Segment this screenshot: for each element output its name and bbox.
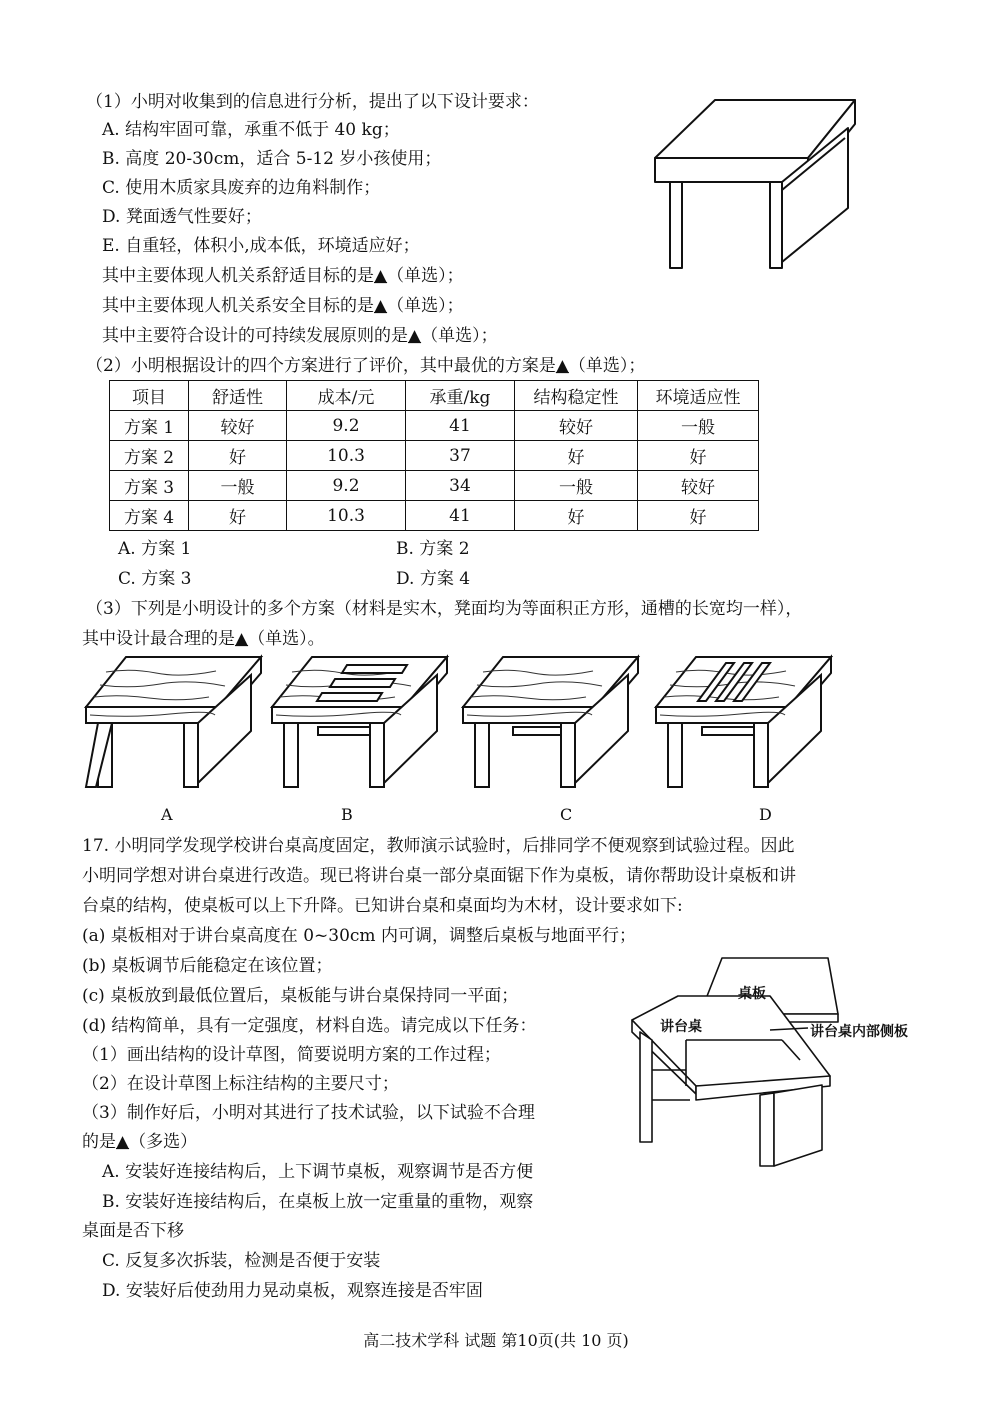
answer-blank: ▲	[235, 629, 249, 649]
table-cell: 方案 2	[110, 441, 189, 471]
label-desk: 讲台桌	[660, 1019, 702, 1035]
req-a: A. 结构牢固可靠，承重不低于 40 kg；	[102, 120, 400, 140]
single-choice-note: （单选）；	[568, 356, 646, 376]
table-cell: 方案 4	[110, 501, 189, 531]
q17-req-a: (a) 桌板相对于讲台桌高度在 0~30cm 内可调，调整后桌板与地面平行；	[82, 926, 636, 946]
table-cell: 一般	[515, 471, 638, 501]
q2-option-d: D. 方案 4	[396, 569, 471, 589]
q1-ask-safety-text: 其中主要体现人机关系安全目标的是	[102, 296, 374, 316]
page-footer: 高二技术学科 试题 第10页(共 10 页)	[363, 1331, 629, 1350]
q17-task-2: （2）在设计草图上标注结构的主要尺寸；	[82, 1074, 399, 1094]
answer-blank: ▲	[374, 296, 388, 316]
table-cell: 方案 3	[110, 471, 189, 501]
req-b: B. 高度 20-30cm，适合 5-12 岁小孩使用；	[102, 149, 442, 169]
table-cell: 9.2	[287, 471, 406, 501]
q17-line3: 台桌的结构，使桌板可以上下升降。已知讲台桌和桌面均为木材，设计要求如下:	[82, 896, 683, 916]
q17-option-b-line1: B. 安装好连接结构后，在桌板上放一定重量的重物，观察	[102, 1192, 534, 1212]
q17-line1: 17. 小明同学发现学校讲台桌高度固定，教师演示试验时，后排同学不便观察到试验过程。因此	[82, 836, 795, 856]
design-label-d: D	[759, 805, 772, 824]
table-cell: 较好	[515, 411, 638, 441]
req-c: C. 使用木质家具废弃的边角料制作；	[102, 178, 381, 198]
q17-line2: 小明同学想对讲台桌进行改造。现已将讲台桌一部分桌面锯下作为桌板，请你帮助设计桌板和讲	[82, 866, 796, 886]
header-cost: 成本/元	[287, 381, 406, 411]
req-e: E. 自重轻，体积小,成本低，环境适应好；	[102, 236, 420, 256]
table-cell: 37	[406, 441, 515, 471]
q17-req-c: (c) 桌板放到最低位置后，桌板能与讲台桌保持同一平面；	[82, 986, 519, 1006]
table-cell: 9.2	[287, 411, 406, 441]
header-item: 项目	[110, 381, 189, 411]
q2-option-c: C. 方案 3	[118, 569, 192, 589]
q17-option-d: D. 安装好后使劲用力晃动桌板，观察连接是否牢固	[102, 1281, 483, 1301]
table-cell: 好	[515, 501, 638, 531]
header-adaptability: 环境适应性	[638, 381, 759, 411]
answer-blank: ▲	[116, 1132, 130, 1152]
header-load: 承重/kg	[406, 381, 515, 411]
table-cell: 34	[406, 471, 515, 501]
table-cell: 好	[638, 501, 759, 531]
single-choice-note: （单选）；	[387, 266, 464, 286]
q17-req-b: (b) 桌板调节后能稳定在该位置；	[82, 956, 333, 976]
answer-blank: ▲	[408, 326, 422, 346]
single-choice-note: （单选）；	[421, 326, 498, 346]
q1-intro: （1）小明对收集到的信息进行分析，提出了以下设计要求：	[86, 92, 539, 112]
table-cell: 10.3	[287, 441, 406, 471]
req-d: D. 凳面透气性要好；	[102, 207, 262, 227]
q17-task-3b-text: 的是	[82, 1132, 116, 1152]
table-cell: 好	[189, 501, 287, 531]
table-cell: 41	[406, 501, 515, 531]
header-stability: 结构稳定性	[515, 381, 638, 411]
table-cell: 好	[638, 441, 759, 471]
q1-ask-sustain-text: 其中主要符合设计的可持续发展原则的是	[102, 326, 408, 346]
answer-blank: ▲	[374, 266, 388, 286]
q17-req-d: (d) 结构简单，具有一定强度，材料自选。请完成以下任务：	[82, 1016, 537, 1036]
q1-ask-comfort-text: 其中主要体现人机关系舒适目标的是	[102, 266, 374, 286]
table-cell: 方案 1	[110, 411, 189, 441]
design-label-a: A	[161, 805, 173, 824]
answer-blank: ▲	[555, 356, 569, 376]
table-cell: 较好	[638, 471, 759, 501]
label-inner-side-panel: 讲台桌内部侧板	[810, 1024, 908, 1040]
table-cell: 41	[406, 411, 515, 441]
table-cell: 一般	[638, 411, 759, 441]
q3-line1: （3）下列是小明设计的多个方案（材料是实木，凳面均为等面积正方形，通槽的长宽均一样），	[86, 599, 803, 619]
q2-option-a: A. 方案 1	[118, 539, 192, 559]
table-cell: 一般	[189, 471, 287, 501]
table-cell: 较好	[189, 411, 287, 441]
header-comfort: 舒适性	[189, 381, 287, 411]
q17-option-b-line2: 桌面是否下移	[82, 1221, 184, 1241]
single-choice-note: （单选）；	[387, 296, 464, 316]
q17-option-a: A. 安装好连接结构后，上下调节桌板，观察调节是否方便	[102, 1162, 534, 1182]
q3-line2-text: 其中设计最合理的是	[82, 629, 235, 649]
q17-task-3: （3）制作好后，小明对其进行了技术试验，以下试验不合理	[82, 1103, 535, 1123]
single-choice-note: （单选）。	[248, 629, 325, 649]
design-label-c: C	[560, 805, 573, 824]
q17-task-1: （1）画出结构的设计草图，简要说明方案的工作过程；	[82, 1045, 501, 1065]
design-label-b: B	[341, 805, 353, 824]
table-cell: 好	[515, 441, 638, 471]
q2-option-b: B. 方案 2	[396, 539, 470, 559]
table-cell: 10.3	[287, 501, 406, 531]
multi-choice-note: （多选）	[129, 1132, 198, 1152]
q17-option-c: C. 反复多次拆装，检测是否便于安装	[102, 1251, 381, 1271]
q2-intro-text: （2）小明根据设计的四个方案进行了评价，其中最优的方案是	[86, 356, 556, 376]
label-board: 桌板	[738, 986, 766, 1002]
table-cell: 好	[189, 441, 287, 471]
